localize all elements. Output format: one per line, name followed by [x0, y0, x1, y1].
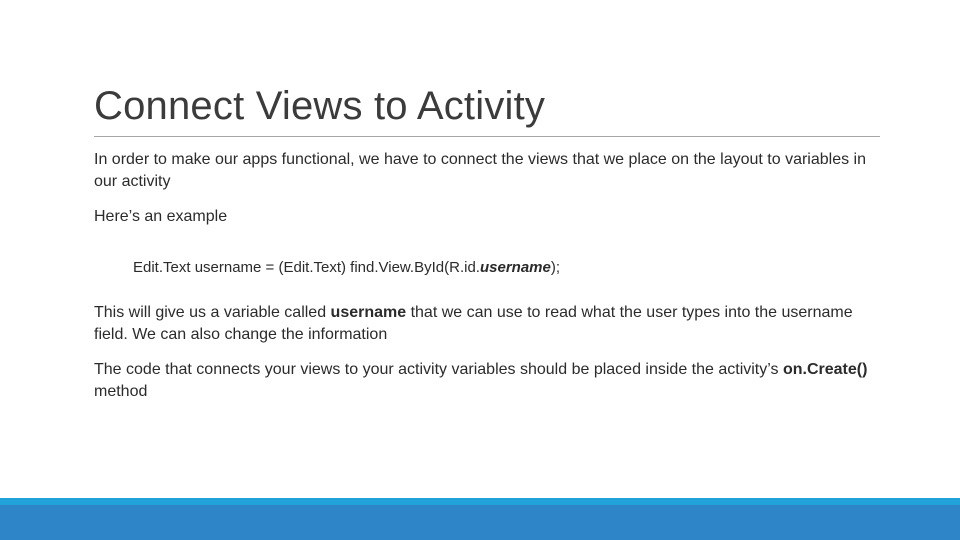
paragraph-oncreate [94, 359, 884, 403]
code-text: Edit.Text username = (Edit.Text) find.View.ById(R.id. [133, 259, 480, 276]
code-emphasis: username [479, 259, 551, 276]
variable-name: username [330, 304, 407, 321]
paragraph-variable-end: that we can use to read what the user types into the username field. We can also change the information [94, 304, 853, 343]
footer-band [0, 498, 960, 540]
code-example [133, 258, 884, 278]
paragraph-example-heading: Here’s an example [94, 208, 228, 225]
paragraph-oncreate-start: The code that connects your views to your activity variables should be placed inside the activity’s [94, 361, 783, 378]
slide-body [94, 149, 884, 403]
paragraph-intro: In order to make our apps functional, we have to connect the views that we place on the layout to variables in our activity [94, 151, 867, 190]
paragraph-variable-start: This will give us a variable called [94, 304, 331, 321]
method-name: on.Create() [782, 361, 868, 378]
slide-title: Connect Views to Activity [94, 84, 546, 128]
title-divider [94, 136, 880, 137]
paragraph-variable [94, 302, 884, 346]
footer-accent-strip [0, 498, 960, 505]
code-end: ); [550, 259, 561, 276]
paragraph-oncreate-end: method [94, 383, 148, 400]
